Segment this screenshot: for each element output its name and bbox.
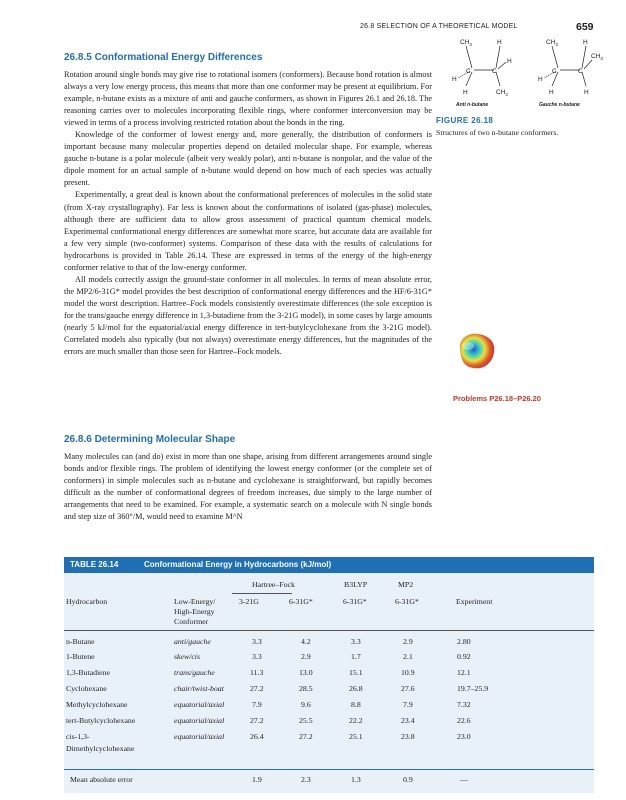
row-value: 2.9: [403, 637, 413, 646]
section-heading-conformational-energy: 26.8.5 Conformational Energy Differences: [64, 52, 263, 63]
n-butane-structures-figure: [436, 34, 606, 114]
row-conformer: skew/cis: [174, 652, 200, 661]
column-header-hydrocarbon: Hydrocarbon: [66, 597, 108, 606]
row-conformer: equatorial/axial: [174, 732, 225, 741]
paragraph: All models correctly assign the ground-state conformer in all molecules. In terms of mean absolute error, the MP2/6-31G* model provides the best description of conformational energy differences and the HF/6-31G* model the worst description. Hartree–Fock models consistently overestimate differences (the sole exception is for the trans/gauche energy difference in 1,3-butadiene from the 3-21G model), in some cases by large amounts (nearly 5 kJ/mol for the equatorial/axial energy difference in tert-butylcyclohexane from the 3-21G model). Correlated models also typically (but not always) overestimate energy differences, but the magnitudes of the errors are much smaller than those seen for Hartree–Fock models.: [64, 274, 432, 357]
gauche-n-butane-label: Gauche n-butane: [539, 102, 580, 108]
row-value: 27.2: [299, 732, 313, 741]
carbon-atom: C: [578, 68, 583, 75]
figure-caption: [436, 128, 558, 137]
row-value: 26.4: [250, 732, 264, 741]
row-hydrocarbon: n-Butane: [66, 637, 95, 646]
row-value: 13.0: [299, 668, 313, 677]
row-conformer: equatorial/axial: [174, 716, 225, 725]
row-conformer: equatorial/axial: [174, 700, 225, 709]
hydrogen-atom: H: [549, 89, 554, 96]
column-header-hf-321g: 3-21G: [239, 597, 259, 606]
conformational-energy-table: [64, 573, 594, 793]
row-value: 3.3: [351, 637, 361, 646]
row-value: 23.8: [401, 732, 415, 741]
footer-value: 1.9: [252, 775, 262, 784]
hydrogen-atom: H: [463, 89, 468, 96]
group-header-hartree-fock: Hartree–Fock: [252, 580, 295, 589]
row-value: 2.9: [301, 652, 311, 661]
footer-rule: [64, 769, 594, 770]
electrostatic-potential-map-image: [454, 330, 498, 372]
row-value: 26.8: [349, 684, 363, 693]
row-value: 0.92: [457, 652, 471, 661]
gauche-n-butane-structure: [538, 39, 603, 108]
hydrogen-atom: H: [538, 76, 543, 83]
section-body-conformational-energy: [64, 69, 432, 358]
row-value: 7.9: [252, 700, 262, 709]
carbon-atom: C: [466, 68, 471, 75]
methyl-group: $CH_3$: [591, 53, 603, 61]
page-number: 659: [576, 21, 594, 33]
row-conformer: chair/twist-boat: [174, 684, 224, 693]
row-hydrocarbon: cis-1,3-: [66, 732, 90, 741]
row-value: 27.2: [250, 716, 264, 725]
row-value: 8.8: [351, 700, 361, 709]
column-header-conformer: Conformer: [174, 617, 209, 626]
footer-label: Mean absolute error: [70, 775, 133, 784]
row-value: 7.32: [457, 700, 471, 709]
footer-value: 2.3: [301, 775, 311, 784]
row-value: 12.1: [457, 668, 471, 677]
row-value: 7.9: [403, 700, 413, 709]
column-header-mp2-631g: 6-31G*: [395, 597, 419, 606]
row-conformer: trans/gauche: [174, 668, 215, 677]
hydrogen-atom: H: [584, 89, 589, 96]
row-value: 2.80: [457, 637, 471, 646]
anti-n-butane-structure: [452, 39, 512, 108]
column-header-conformer: High-Energy: [174, 607, 215, 616]
row-hydrocarbon: 1-Butene: [66, 652, 95, 661]
row-conformer: anti/gauche: [174, 637, 211, 646]
row-value: 25.1: [349, 732, 363, 741]
table-title-bar: [64, 557, 594, 573]
footer-value: 0.9: [403, 775, 413, 784]
hydrogen-atom: H: [507, 58, 512, 65]
row-value: 22.6: [457, 716, 471, 725]
header-rule: [64, 630, 594, 631]
paragraph: Knowledge of the conformer of lowest energy and, more generally, the distribution of conformers is important because many molecular properties depend on detailed molecular shape. For example, whereas gauche n-butane is a polar molecule (albeit very weakly polar), anti n-butane is nonpolar, and the value of the dipole moment for an actual sample of n-butane would depend on how much of each species was actually present.: [64, 130, 432, 188]
row-value: 10.9: [401, 668, 415, 677]
row-hydrocarbon: Methylcyclohexane: [66, 700, 128, 709]
table-title: Conformational Energy in Hydrocarbons (kJ/mol): [144, 560, 332, 569]
methyl-group: $CH_3$: [546, 39, 558, 47]
hydrogen-atom: H: [583, 39, 588, 46]
carbon-atom: C: [552, 68, 557, 75]
problems-reference: Problems P26.18–P26.20: [453, 394, 541, 403]
row-value: 4.2: [301, 637, 311, 646]
paragraph: Experimentally, a great deal is known about the conformational preferences of molecules in the solid state (from X-ray crystallography). Far less is known about the conformations of isolated (gas-phase) molecules, although there are sufficient data to allow gross assessment of practical quantum chemical models. Experimental conformational energy differences are somewhat more scarce, but accurate data are available for a few very simple (two-conformer) systems. Comparison of these data with the results of calculations for hydrocarbons is provided in Table 26.14. These are expressed in terms of the energy of the high-energy conformer relative to that of the low-energy conformer.: [64, 190, 432, 272]
group-header-mp2: MP2: [398, 580, 414, 589]
row-hydrocarbon: Cyclohexane: [66, 684, 107, 693]
column-header-hf-631g: 6-31G*: [289, 597, 313, 606]
row-value: 1.7: [351, 652, 361, 661]
row-value: 19.7–25.9: [457, 684, 489, 693]
figure-label: FIGURE 26.18: [436, 116, 494, 125]
hydrogen-atom: H: [497, 39, 502, 46]
row-value: 15.1: [349, 668, 363, 677]
column-header-conformer: Low-Energy/: [174, 597, 216, 606]
running-head: 26.8 SELECTION OF A THEORETICAL MODEL: [360, 23, 518, 30]
methyl-group: $CH_3$: [496, 89, 508, 97]
footer-value: 1.3: [351, 775, 361, 784]
row-value: 2.1: [403, 652, 413, 661]
footer-value: —: [460, 775, 468, 784]
row-value: 9.6: [301, 700, 311, 709]
paragraph: Many molecules can (and do) exist in more than one shape, arising from different arrangements around single bonds and/or flexible rings. The problem of identifying the lowest energy conformer (or the complete set of conformers) in simple molecules such as n-butane and cyclohexane is straightforward, but rapidly becomes difficult as the number of conformational degrees of freedom increases, due simply to the large number of arrangements that need to be examined. For example, a systematic search on a molecule with N single bonds and step size of 360°/M, would need to examine M^N: [64, 452, 432, 522]
row-hydrocarbon: Dimethylcyclohexane: [66, 744, 135, 753]
row-value: 27.2: [250, 684, 264, 693]
anti-n-butane-label: Anti n-butane: [456, 102, 489, 108]
row-hydrocarbon: 1,3-Butadiene: [66, 668, 110, 677]
hydrogen-atom: H: [452, 76, 457, 83]
row-value: 11.3: [250, 668, 264, 677]
row-value: 3.3: [252, 652, 262, 661]
paragraph: Rotation around single bonds may give rise to rotational isomers (conformers). Because bond rotation is almost always a very low energy process, this means that more than one conformer may be present at equilibrium. For example, n-butane exists as a mixture of anti and gauche conformers, as shown in Figures 26.1 and 26.18. The reasoning carries over to molecules incorporating flexible rings, where conformer interconversion may be viewed in terms of a process involving restricted rotation about the bonds in the ring.: [64, 70, 432, 128]
row-value: 23.4: [401, 716, 415, 725]
group-header-b3lyp: B3LYP: [344, 580, 368, 589]
column-header-experiment: Experiment: [456, 597, 493, 606]
row-value: 27.6: [401, 684, 415, 693]
figure-caption-text: Structures of two n-butane conformers.: [436, 128, 559, 137]
hf-group-rule: [232, 593, 292, 594]
row-value: 28.5: [299, 684, 313, 693]
methyl-group: $CH_3$: [460, 39, 472, 47]
row-value: 23.0: [457, 732, 471, 741]
column-header-b3lyp-631g: 6-31G*: [343, 597, 367, 606]
section-heading-molecular-shape: 26.8.6 Determining Molecular Shape: [64, 434, 236, 445]
row-value: 22.2: [349, 716, 363, 725]
table-number: TABLE 26.14: [70, 560, 119, 569]
row-hydrocarbon: tert-Butylcyclohexane: [66, 716, 136, 725]
row-value: 3.3: [252, 637, 262, 646]
section-body-molecular-shape: [64, 451, 432, 523]
row-value: 25.5: [299, 716, 313, 725]
carbon-atom: C: [492, 68, 497, 75]
